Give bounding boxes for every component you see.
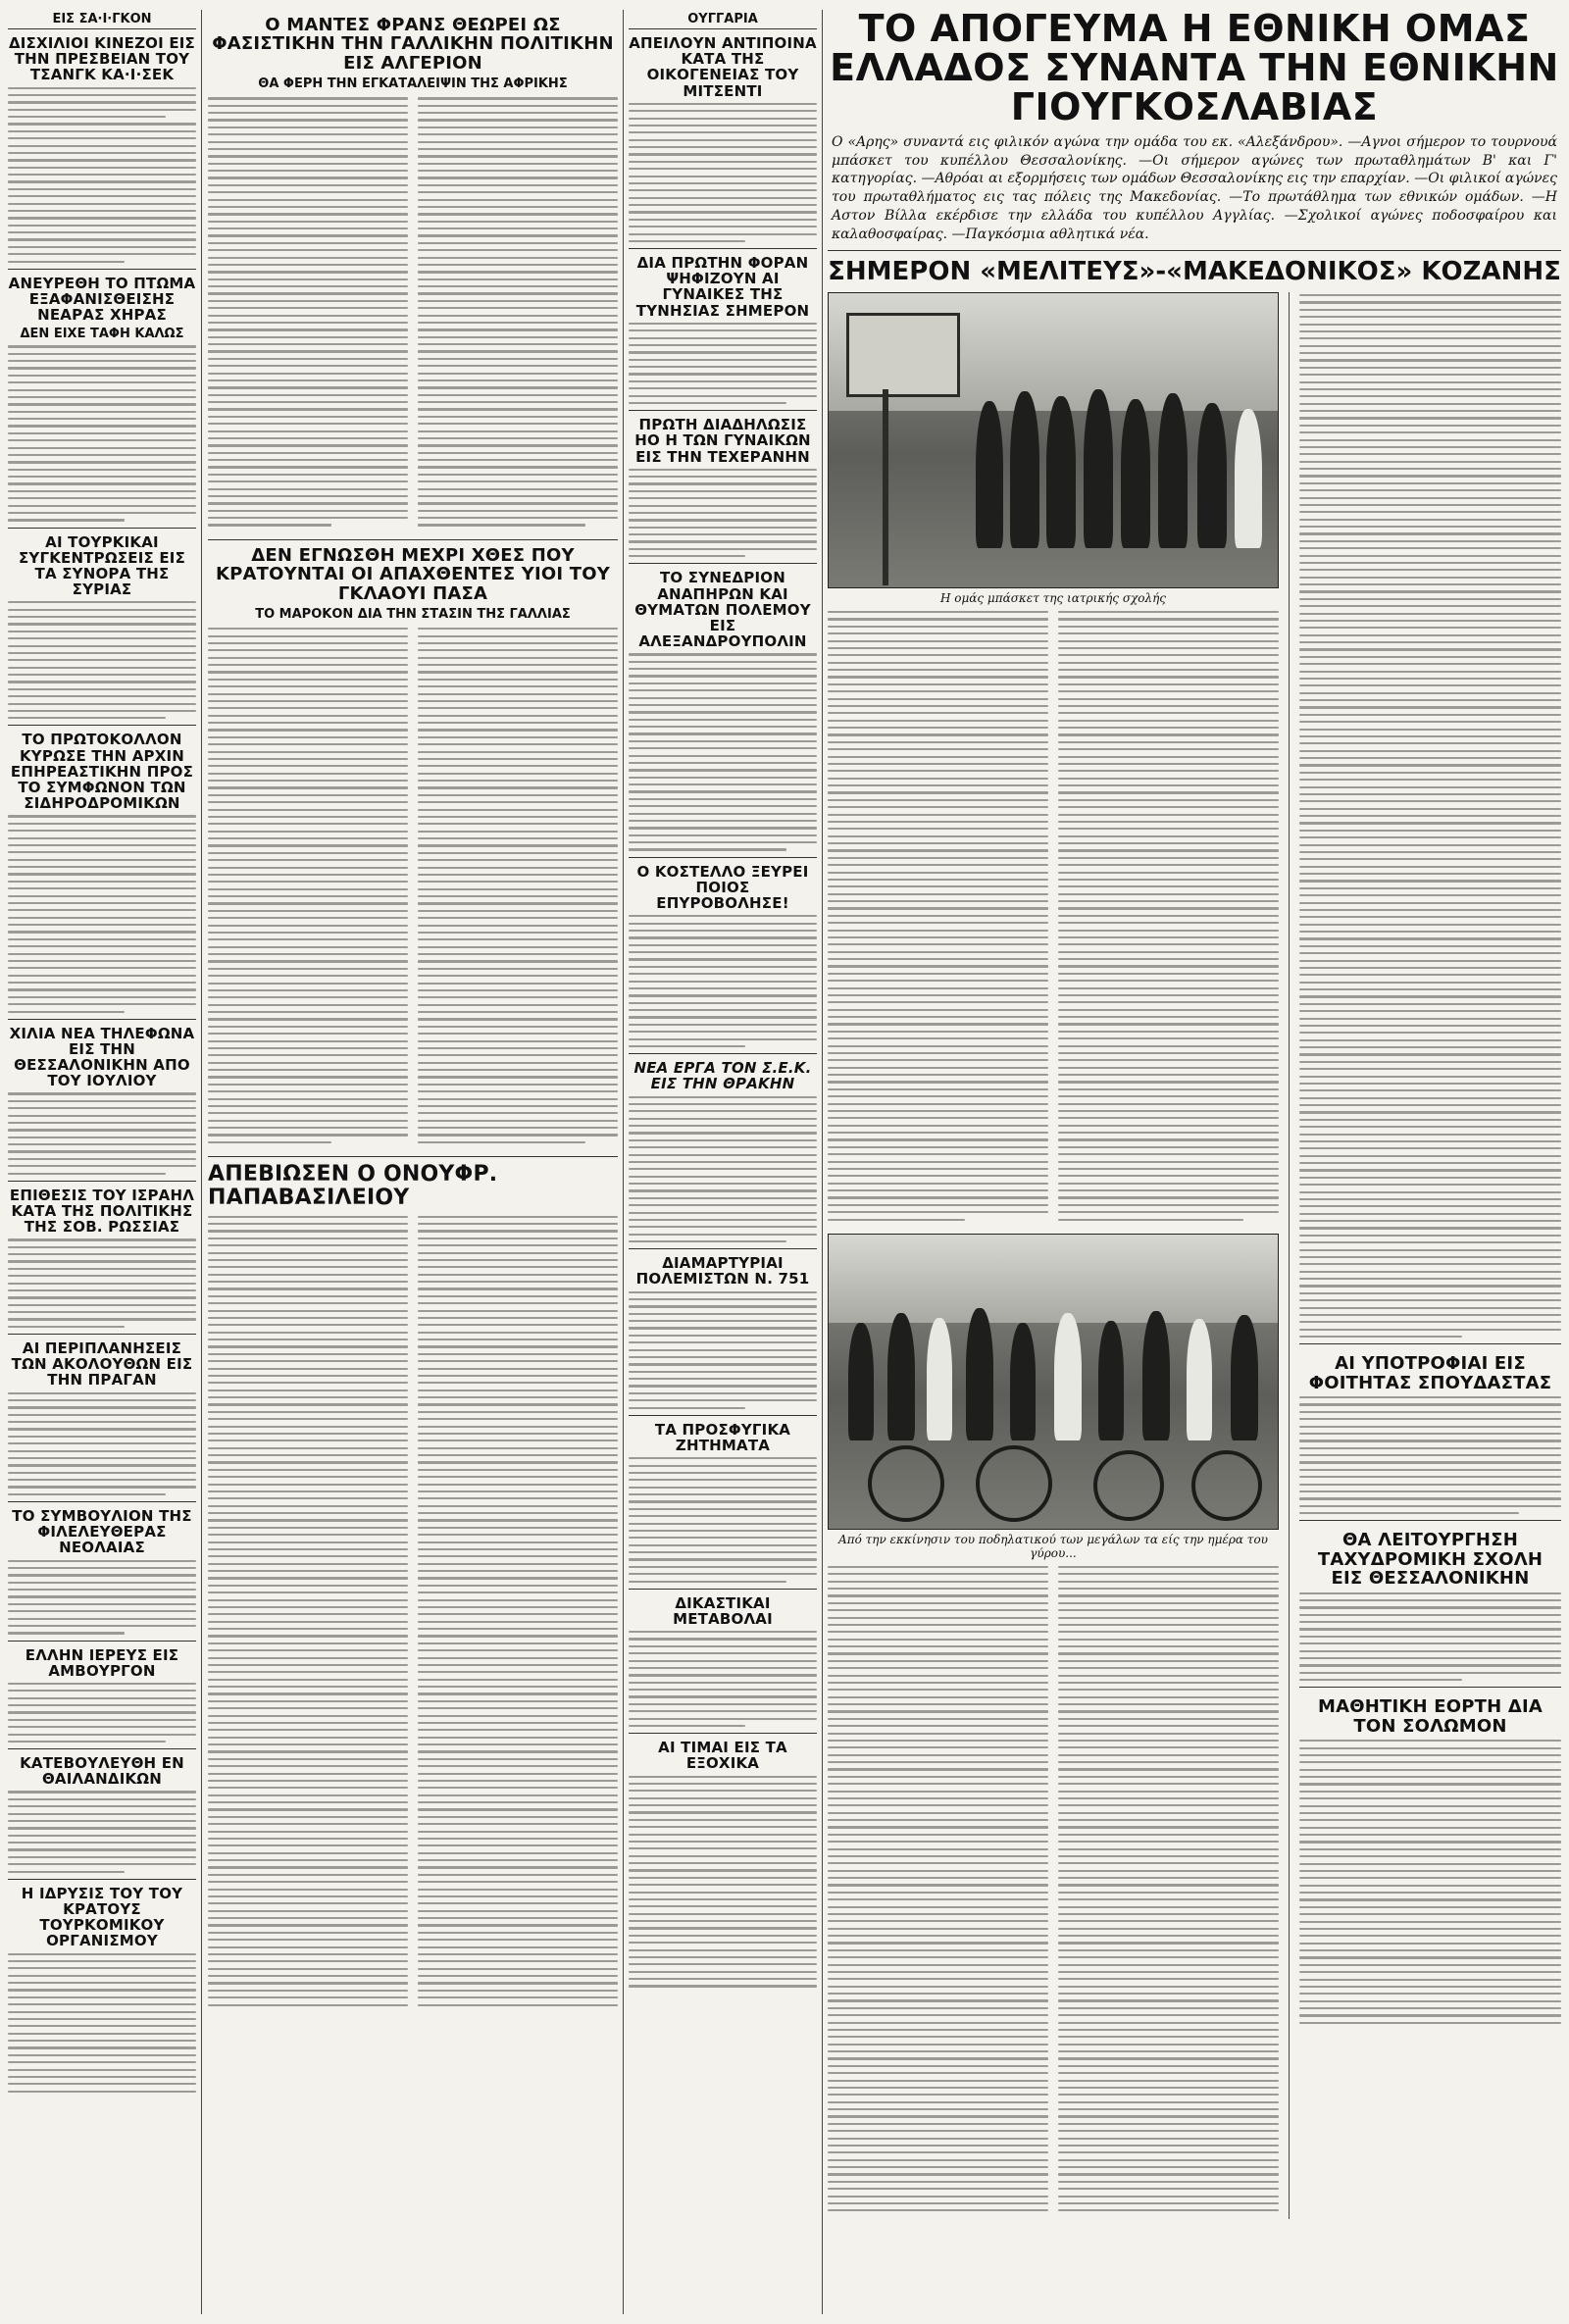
headline: Η ΙΔΡΥΣΙΣ ΤΟΥ ΤΟΥ ΚΡΑΤΟΥΣ ΤΟΥΡΚΟΜΙΚΟΥ ΟΡΓΑΝΙΣΜΟΥ <box>21 1884 183 1950</box>
article-text <box>1058 611 1279 1226</box>
article-text <box>8 1953 196 2093</box>
article-text <box>629 1776 817 1988</box>
article-text <box>629 469 817 558</box>
kicker: ΕΙΣ ΣΑ·Ι·ΓΚΟΝ <box>8 10 196 29</box>
column-rule <box>822 10 823 2314</box>
column-rule <box>201 10 202 2314</box>
headline: Ο ΜΑΝΤΕΣ ΦΡΑΝΣ ΘΕΩΡΕΙ ΩΣ ΦΑΣΙΣΤΙΚΗΝ ΤΗΝ ΓΑΛΛΙΚΗΝ ΠΟΛΙΤΙΚΗΝ ΕΙΣ ΑΛΓΕΡΙΟΝ <box>212 15 614 74</box>
headline: ΔΙΑΜΑΡΤΥΡΙΑΙ ΠΟΛΕΜΙΣΤΩΝ Ν. 751 <box>635 1254 810 1288</box>
headline: ΔΙΑ ΠΡΩΤΗΝ ΦΟΡΑΝ ΨΗΦΙΖΟΥΝ ΑΙ ΓΥΝΑΙΚΕΣ ΤΗΣ ΤΥΝΗΣΙΑΣ ΣΗΜΕΡΟΝ <box>635 254 810 320</box>
sports-section <box>828 10 1561 2314</box>
photo-caption: Από την εκκίνησιν του ποδηλατικού των μεγάλων τα είς την ημέρα του γύρου... <box>838 1532 1268 1560</box>
subheadline: ΔΕΝ ΕΙΧΕ ΤΑΦΗ ΚΑΛΩΣ <box>20 327 184 342</box>
article-text <box>629 1096 817 1243</box>
headline: ΤΟ ΣΥΜΒΟΥΛΙΟΝ ΤΗΣ ΦΙΛΕΛΕΥΘΕΡΑΣ ΝΕΟΛΑΙΑΣ <box>12 1507 192 1557</box>
article-text <box>629 653 817 850</box>
photo-caption: Η ομάς μπάσκετ της ιατρικής σχολής <box>939 591 1167 606</box>
article-text <box>8 1238 196 1328</box>
sports-lead-summary: Ο «Αρης» συναντά εις φιλικόν αγώνα την ομάδα του εκ. «Αλεξάνδρου». —Αγνοι σήμερον το τουρνουά μπάσκετ του κυπέλλου Θεσσαλονίκης. —Οι σήμερον αγώνες των πρωταθλημάτων Β' και Γ' κατηγορίας. —Αθρόαι αι εξορμήσεις των ομάδων Θεσσαλονίκης εις την επαρχίαν. —Οι φιλικοί αγώνες του πρωταθλήματος εις τας πόλεις της Μακεδονίας. —Το πρωτάθλημα των εθνικών ομάδων. —Η Αστον Βίλλα εκέρδισε την ελλάδα του κυπέλλου Αγγλίας. —Σχολικοί αγώνες ποδοσφαίρου και καλαθοσφαίρας. —Παγκόσμια αθλητικά νέα. <box>832 133 1557 243</box>
article-text <box>8 1560 196 1635</box>
kicker: ΟΥΓΓΑΡΙΑ <box>629 10 817 29</box>
headline: ΜΑΘΗΤΙΚΗ ΕΟΡΤΗ ΔΙΑ ΤΟΝ ΣΟΛΩΜΟΝ <box>1317 1696 1544 1737</box>
headline: ΝΕΑ ΕΡΓΑ ΤΟΝ Σ.Ε.Κ. ΕΙΣ ΤΗΝ ΘΡΑΚΗΝ <box>633 1059 812 1093</box>
sports-banner-headline: ΤΟ ΑΠΟΓΕΥΜΑ Η ΕΘΝΙΚΗ ΟΜΑΣ ΕΛΛΑΔΟΣ ΣΥΝΑΝΤΑ ΤΗΝ ΕΘΝΙΚΗΝ ΓΙΟΥΓΚΟΣΛΑΒΙΑΣ <box>830 10 1559 128</box>
sports-sub-banner: ΣΗΜΕΡΟΝ «ΜΕΛΙΤΕΥΣ»-«ΜΑΚΕΔΟΝΙΚΟΣ» ΚΟΖΑΝΗΣ <box>828 257 1561 287</box>
article-text <box>828 611 1048 1226</box>
article-text <box>8 1683 196 1743</box>
cycling-race-photo <box>828 1234 1279 1530</box>
headline: ΠΡΩΤΗ ΔΙΑΔΗΛΩΣΙΣ ΗΟ Η ΤΩΝ ΓΥΝΑΙΚΩΝ ΕΙΣ ΤΗΝ ΤΕΧΕΡΑΝΗΝ <box>634 416 811 466</box>
article-text <box>1299 1592 1561 1682</box>
article-text <box>629 1631 817 1727</box>
headline: ΑΙ ΤΙΜΑΙ ΕΙΣ ΤΑ ΕΞΟΧΙΚΑ <box>658 1739 787 1773</box>
headline: ΑΙ ΠΕΡΙΠΛΑΝΗΣΕΙΣ ΤΩΝ ΑΚΟΛΟΥΘΩΝ ΕΙΣ ΤΗΝ ΠΡΑΓΑΝ <box>11 1339 193 1389</box>
headline: ΑΙ ΥΠΟΤΡΟΦΙΑΙ ΕΙΣ ΦΟΙΤΗΤΑΣ ΣΠΟΥΔΑΣΤΑΣ <box>1308 1353 1552 1393</box>
article-body <box>208 95 618 533</box>
article-text <box>8 815 196 1012</box>
sports-main-area <box>828 292 1279 2219</box>
article-text <box>629 1457 817 1583</box>
article-text <box>629 1291 817 1409</box>
article-text <box>1299 1396 1561 1514</box>
article-text <box>8 1392 196 1495</box>
article-text <box>828 1566 1048 2217</box>
column-rule <box>623 10 624 2314</box>
article-text <box>629 103 817 242</box>
headline: ΔΙΚΑΣΤΙΚΑΙ ΜΕΤΑΒΟΛΑΙ <box>673 1593 773 1628</box>
article-text <box>1299 1740 1561 2024</box>
sports-body <box>828 292 1561 2219</box>
headline: ΘΑ ΛΕΙΤΟΥΡΓΗΣΗ ΤΑΧΥΔΡΟΜΙΚΗ ΣΧΟΛΗ ΕΙΣ ΘΕΣΣΑΛΟΝΙΚΗΝ <box>1317 1530 1544 1590</box>
headline: ΔΕΝ ΕΓΝΩΣΘΗ ΜΕΧΡΙ ΧΘΕΣ ΠΟΥ ΚΡΑΤΟΥΝΤΑΙ ΟΙ ΑΠΑΧΘΕΝΤΕΣ ΥΙΟΙ ΤΟΥ ΓΚΛΑΟΥΙ ΠΑΣΑ <box>215 544 610 604</box>
article-text <box>8 1791 196 1872</box>
headline: Ο ΚΟΣΤΕΛΛΟ ΞΕΥΡΕΙ ΠΟΙΟΣ ΕΠΥΡΟΒΟΛΗΣΕ! <box>636 862 809 912</box>
column-left <box>8 10 196 2314</box>
article-text <box>8 87 196 263</box>
headline: ΑΝΕΥΡΕΘΗ ΤΟ ΠΤΩΜΑ ΕΞΑΦΑΝΙΣΘΕΙΣΗΣ ΝΕΑΡΑΣ ΧΗΡΑΣ <box>8 274 196 325</box>
article-text <box>1299 294 1561 1338</box>
headline: ΕΠΙΘΕΣΙΣ ΤΟΥ ΙΣΡΑΗΛ ΚΑΤΑ ΤΗΣ ΠΟΛΙΤΙΚΗΣ ΤΗΣ ΣΟΒ. ΡΩΣΣΙΑΣ <box>9 1186 195 1237</box>
article-body <box>208 1214 618 2013</box>
article-text <box>8 601 196 719</box>
article-text <box>1058 1566 1279 2217</box>
article-body <box>208 626 618 1150</box>
headline: ΑΙ ΤΟΥΡΚΙΚΑΙ ΣΥΓΚΕΝΤΡΩΣΕΙΣ ΕΙΣ ΤΑ ΣΥΝΟΡΑ ΤΗΣ ΣΥΡΙΑΣ <box>18 532 186 599</box>
headline: ΑΠΕΙΛΟΥΝ ΑΝΤΙΠΟΙΝΑ ΚΑΤΑ ΤΗΣ ΟΙΚΟΓΕΝΕΙΑΣ ΤΟΥ ΜΙΤΣΕΝΤΙ <box>629 34 817 100</box>
subheadline: ΘΑ ΦΕΡΗ ΤΗΝ ΕΓΚΑΤΑΛΕΙΨΙΝ ΤΗΣ ΑΦΡΙΚΗΣ <box>258 76 568 92</box>
column-center-right <box>629 10 817 2314</box>
column-rule <box>1289 292 1290 2219</box>
sports-right-column <box>1299 292 1561 2219</box>
subheadline: ΤΟ ΜΑΡΟΚΟΝ ΔΙΑ ΤΗΝ ΣΤΑΣΙΝ ΤΗΣ ΓΑΛΛΙΑΣ <box>255 607 571 623</box>
article-text <box>8 1092 196 1174</box>
headline: ΤΟ ΣΥΝΕΔΡΙΟΝ ΑΝΑΠΗΡΩΝ ΚΑΙ ΘΥΜΑΤΩΝ ΠΟΛΕΜΟΥ ΕΙΣ ΑΛΕΞΑΝΔΡΟΥΠΟΛΙΝ <box>634 569 811 651</box>
headline: ΑΠΕΒΙΩΣΕΝ Ο ΟΝΟΥΦΡ. ΠΑΠΑΒΑΣΙΛΕΙΟΥ <box>208 1162 498 1210</box>
article-text <box>629 915 817 1047</box>
headline: ΧΙΛΙΑ ΝΕΑ ΤΗΛΕΦΩΝΑ ΕΙΣ ΤΗΝ ΘΕΣΣΑΛΟΝΙΚΗΝ ΑΠΟ ΤΟΥ ΙΟΥΛΙΟΥ <box>9 1024 195 1090</box>
headline: ΕΛΛΗΝ ΙΕΡΕΥΣ ΕΙΣ ΑΜΒΟΥΡΓΟΝ <box>25 1645 179 1680</box>
article-text <box>8 345 196 521</box>
article-text <box>629 323 817 404</box>
headline: ΔΙΣΧΙΛΙΟΙ ΚΙΝΕΖΟΙ ΕΙΣ ΤΗΝ ΠΡΕΣΒΕΙΑΝ ΤΟΥ ΤΣΑΝΓΚ ΚΑ·Ι·ΣΕΚ <box>8 34 196 84</box>
column-center-left <box>208 10 618 2314</box>
headline: ΚΑΤΕΒΟΥΛΕΥΘΗ ΕΝ ΘΑΙΛΑΝΔΙΚΩΝ <box>20 1754 184 1789</box>
headline: ΤΑ ΠΡΟΣΦΥΓΙΚΑ ΖΗΤΗΜΑΤΑ <box>654 1420 791 1454</box>
basketball-team-photo <box>828 292 1279 588</box>
headline: ΤΟ ΠΡΩΤΟΚΟΛΛΟΝ ΚΥΡΩΣΕ ΤΗΝ ΑΡΧΙΝ ΕΠΗΡΕΑΣΤΙΚΗΝ ΠΡΟΣ ΤΟ ΣΥΜΦΩΝΟΝ ΤΩΝ ΣΙΔΗΡΟΔΡΟΜΙΚΩΝ <box>10 731 194 813</box>
